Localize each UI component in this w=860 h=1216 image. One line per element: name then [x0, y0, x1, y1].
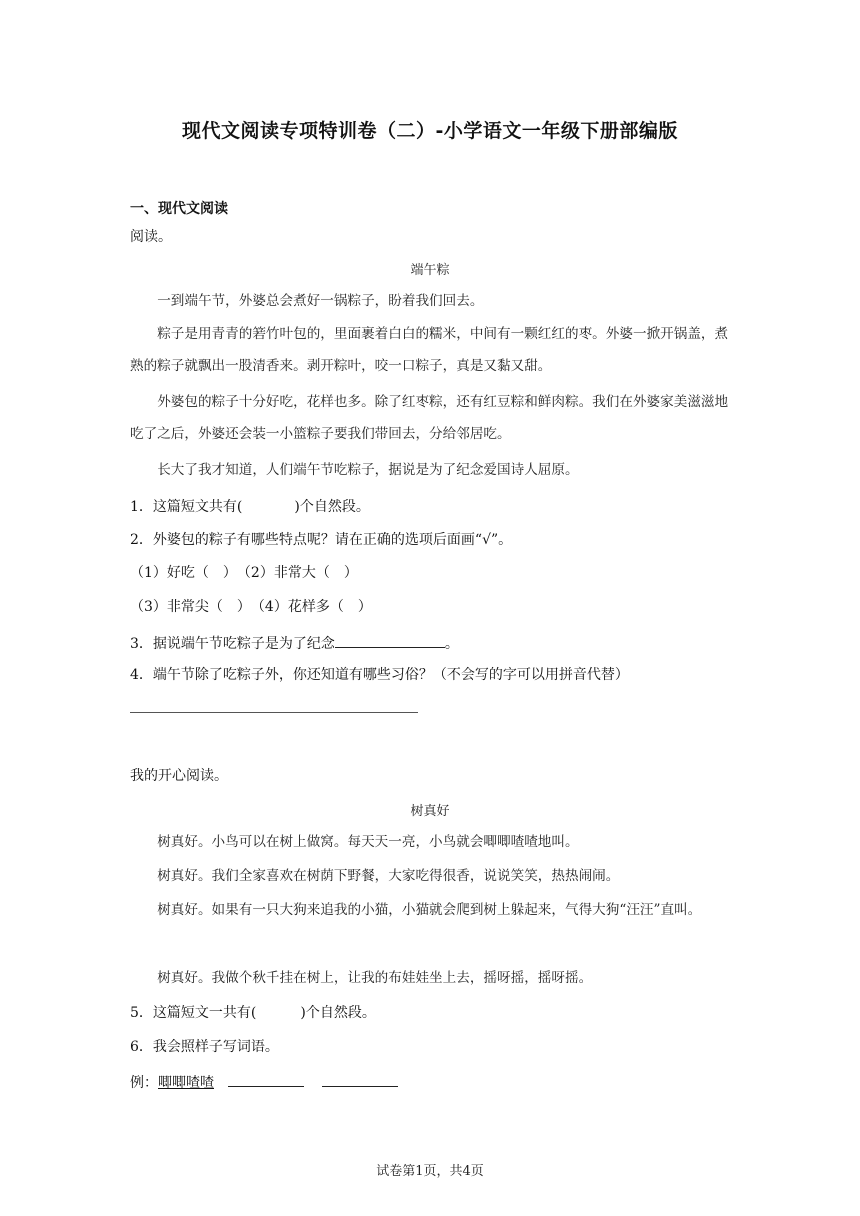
- page-footer: 试卷第1页，共4页: [376, 1164, 484, 1179]
- example-label: 例：: [130, 1075, 158, 1091]
- paragraph: 外婆包的粽子十分好吃，花样也多。除了红枣粽，还有红豆粽和鲜肉粽。我们在外婆家美滋滋地吃了之后，外婆还会装一小篮粽子要我们带回去，分给邻居吃。: [130, 394, 729, 442]
- question-text: 。: [444, 636, 459, 652]
- question-3: [130, 631, 459, 653]
- question-1: [130, 496, 370, 516]
- question-6-example: [130, 1070, 398, 1092]
- question-text: 1．这篇短文共有(: [130, 499, 243, 515]
- section-intro: 我的开心阅读。: [130, 768, 228, 784]
- question-2-options-row[interactable]: （3）非常尖（ ） （4）花样多（ ）: [130, 599, 372, 615]
- answer-line[interactable]: [130, 712, 418, 713]
- question-2-options-row[interactable]: （1）好吃（ ） （2）非常大（ ）: [130, 565, 358, 581]
- paragraph: 树真好。我们全家喜欢在树荫下野餐，大家吃得很香，说说笑笑，热热闹闹。: [157, 868, 620, 884]
- question-2: 2．外婆包的粽子有哪些特点呢？请在正确的选项后面画“√”。: [130, 532, 513, 548]
- question-4: 4．端午节除了吃粽子外，你还知道有哪些习俗？（不会写的字可以用拼音代替）: [130, 667, 629, 683]
- paragraph: 粽子是用青青的箬竹叶包的，里面裹着白白的糯米，中间有一颗红红的枣。外婆一掀开锅盖，煮熟的粽子就飘出一股清香来。剥开粽叶，咬一口粽子，真是又黏又甜。: [130, 326, 729, 374]
- section-heading: 一、现代文阅读: [130, 201, 228, 217]
- paragraph: 树真好。小鸟可以在树上做窝。每天天一亮，小鸟就会唧唧喳喳地叫。: [157, 834, 579, 850]
- answer-blank[interactable]: [335, 631, 445, 648]
- question-5: [130, 1002, 376, 1022]
- passage-title: 端午粽: [410, 263, 450, 278]
- question-text: 3．据说端午节吃粽子是为了纪念: [130, 636, 335, 652]
- paragraph: 一到端午节，外婆总会煮好一锅粽子，盼着我们回去。: [157, 293, 484, 309]
- paragraph: 树真好。如果有一只大狗来追我的小猫，小猫就会爬到树上躲起来，气得大狗“汪汪”直叫。: [157, 902, 702, 918]
- question-text: 5．这篇短文一共有(: [130, 1005, 257, 1021]
- example-word: 唧唧喳喳: [158, 1075, 214, 1091]
- paragraph: 树真好。我做个秋千挂在树上，让我的布娃娃坐上去，摇呀摇，摇呀摇。: [157, 970, 593, 986]
- question-6: 6．我会照样子写词语。: [130, 1039, 279, 1055]
- answer-blank[interactable]: [322, 1070, 398, 1087]
- answer-blank[interactable]: [228, 1070, 304, 1087]
- passage-title: 树真好: [410, 804, 450, 819]
- page-title: 现代文阅读专项特训卷（二）-小学语文一年级下册部编版: [182, 120, 678, 142]
- section-intro: 阅读。: [130, 229, 172, 245]
- question-text: )个自然段。: [300, 1005, 376, 1021]
- paragraph: 长大了我才知道，人们端午节吃粽子，据说是为了纪念爱国诗人屈原。: [157, 462, 579, 478]
- question-text: )个自然段。: [294, 499, 370, 515]
